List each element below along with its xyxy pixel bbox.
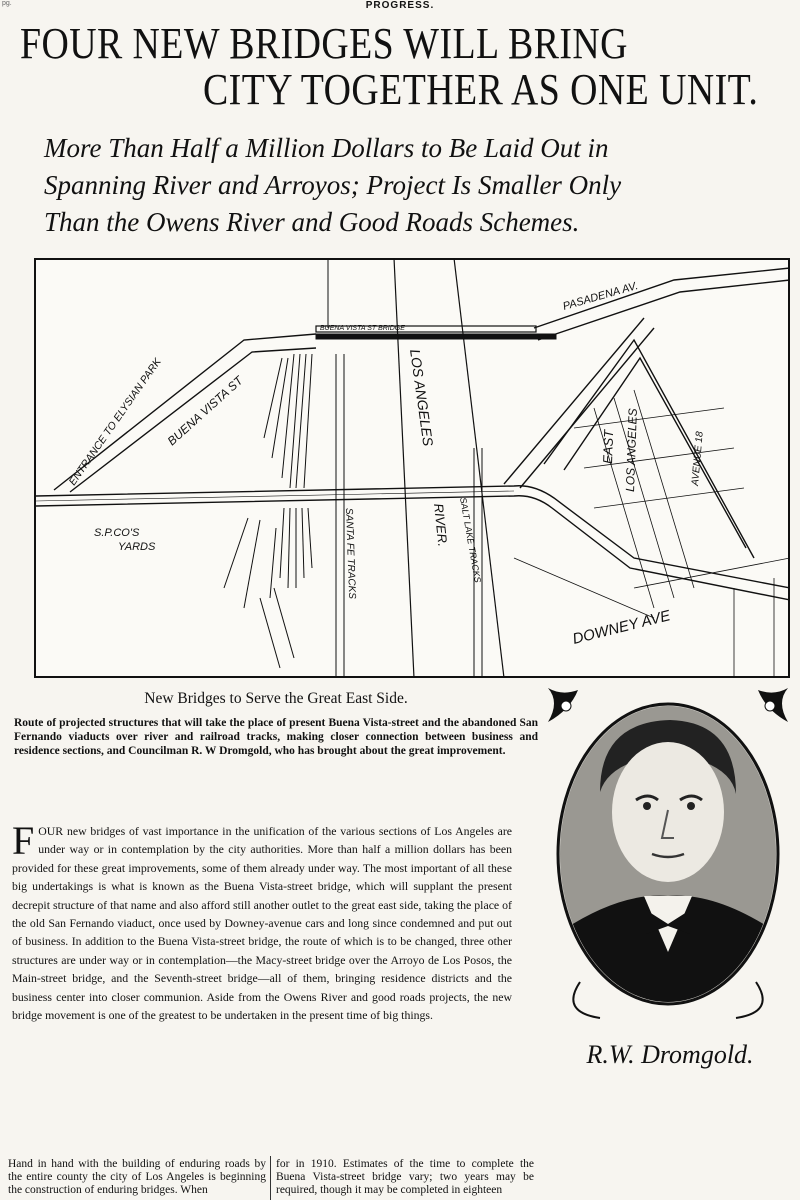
map-label-santa-fe: SANTA FE TRACKS xyxy=(343,507,358,600)
subhead-line-1: More Than Half a Million Dollars to Be Laid Out in xyxy=(44,133,609,163)
map-label-east: EAST xyxy=(600,429,617,465)
headline-line-1: FOUR NEW BRIDGES WILL BRING xyxy=(20,19,628,68)
article-column-1: Hand in hand with the building of enduring roads by the entire county the city of Los Angeles is beginning the construction of enduring bridges. When xyxy=(8,1158,266,1196)
map-label-downey-ave: DOWNEY AVE xyxy=(570,607,673,648)
portrait-figure xyxy=(540,682,796,1022)
map-label-river: RIVER. xyxy=(431,502,451,548)
headline-line-2: CITY TOGETHER AS ONE UNIT. xyxy=(203,65,759,114)
map-label-salt-lake: SALT LAKE TRACKS xyxy=(458,496,483,584)
map-border xyxy=(35,259,789,677)
article-text: OUR new bridges of vast importance in the unification of the various sections of Los Angeles are under way or in contemplation by the city authorities. More than half a million dollars has been provided for these great improvements, some of them already under way. The most important of all these big undertakings is what is known as the Buena Vista-street bridge, which will supplant the present decrepit structure of that name and also afford still another outlet to the great east side, taking the place of the old San Fernando viaduct, once used by Downey-avenue cars and long since condemned and put out of business. In addition to the Buena Vista-street bridge, the route of which is to be changed, three other structures are under way or in contemplation—the Macy-street bridge over the Arroyo de Los Posos, the Main-street bridge, and the Seventh-street bridge—all of them, bringing residence districts and the business center into closer communion. Aside from the Owens River and good roads projects, the new bridge movement is one of the greatest to be undertaken in the present time of big things. xyxy=(12,824,512,1023)
map-label-bridge: BUENA VISTA ST BRIDGE xyxy=(320,325,405,332)
column-rule xyxy=(270,1156,271,1200)
article-lead-paragraph xyxy=(12,818,512,1024)
ornament-top-left xyxy=(548,688,578,722)
map-label-buena-vista: BUENA VISTA ST xyxy=(164,373,246,449)
map-label-avenue-18: AVENUE 18 xyxy=(690,431,706,487)
map-label-pasadena-av: PASADENA AV. xyxy=(561,279,640,313)
subhead-line-3: Than the Owens River and Good Roads Schemes. xyxy=(44,207,580,237)
map-label-elysian: ENTRANCE TO ELYSIAN PARK xyxy=(66,356,164,488)
map-label-yards: YARDS xyxy=(118,541,156,553)
ornament-top-right xyxy=(758,688,788,722)
bridge-route-map xyxy=(34,258,790,678)
map-label-los-angeles: LOS ANGELES xyxy=(407,348,437,447)
portrait-engraving xyxy=(540,682,796,1022)
article-column-2: for in 1910. Estimates of the time to complete the Buena Vista-street bridge vary; two years may be required, though it may be completed in eighteen xyxy=(276,1158,534,1196)
drop-cap: F xyxy=(12,818,35,863)
section-kicker: PROGRESS. xyxy=(365,0,435,11)
map-caption-title: New Bridges to Serve the Great East Side. xyxy=(144,690,408,707)
map-label-sp-cos: S.P.CO'S xyxy=(94,527,140,539)
page-mark: pg. xyxy=(2,0,12,7)
map-label-east-los-angeles: LOS ANGELES xyxy=(623,408,640,493)
portrait-signature: R.W. Dromgold. xyxy=(586,1040,754,1069)
map-caption-body: Route of projected structures that will take the place of present Buena Vista-street and the abandoned San Fernando viaducts over river and railroad tracks, making closer connection between business and residence sections, and Councilman R. W Dromgold, who has brought about the great improvement. xyxy=(14,717,538,757)
subhead-line-2: Spanning River and Arroyos; Project Is Smaller Only xyxy=(44,170,622,200)
